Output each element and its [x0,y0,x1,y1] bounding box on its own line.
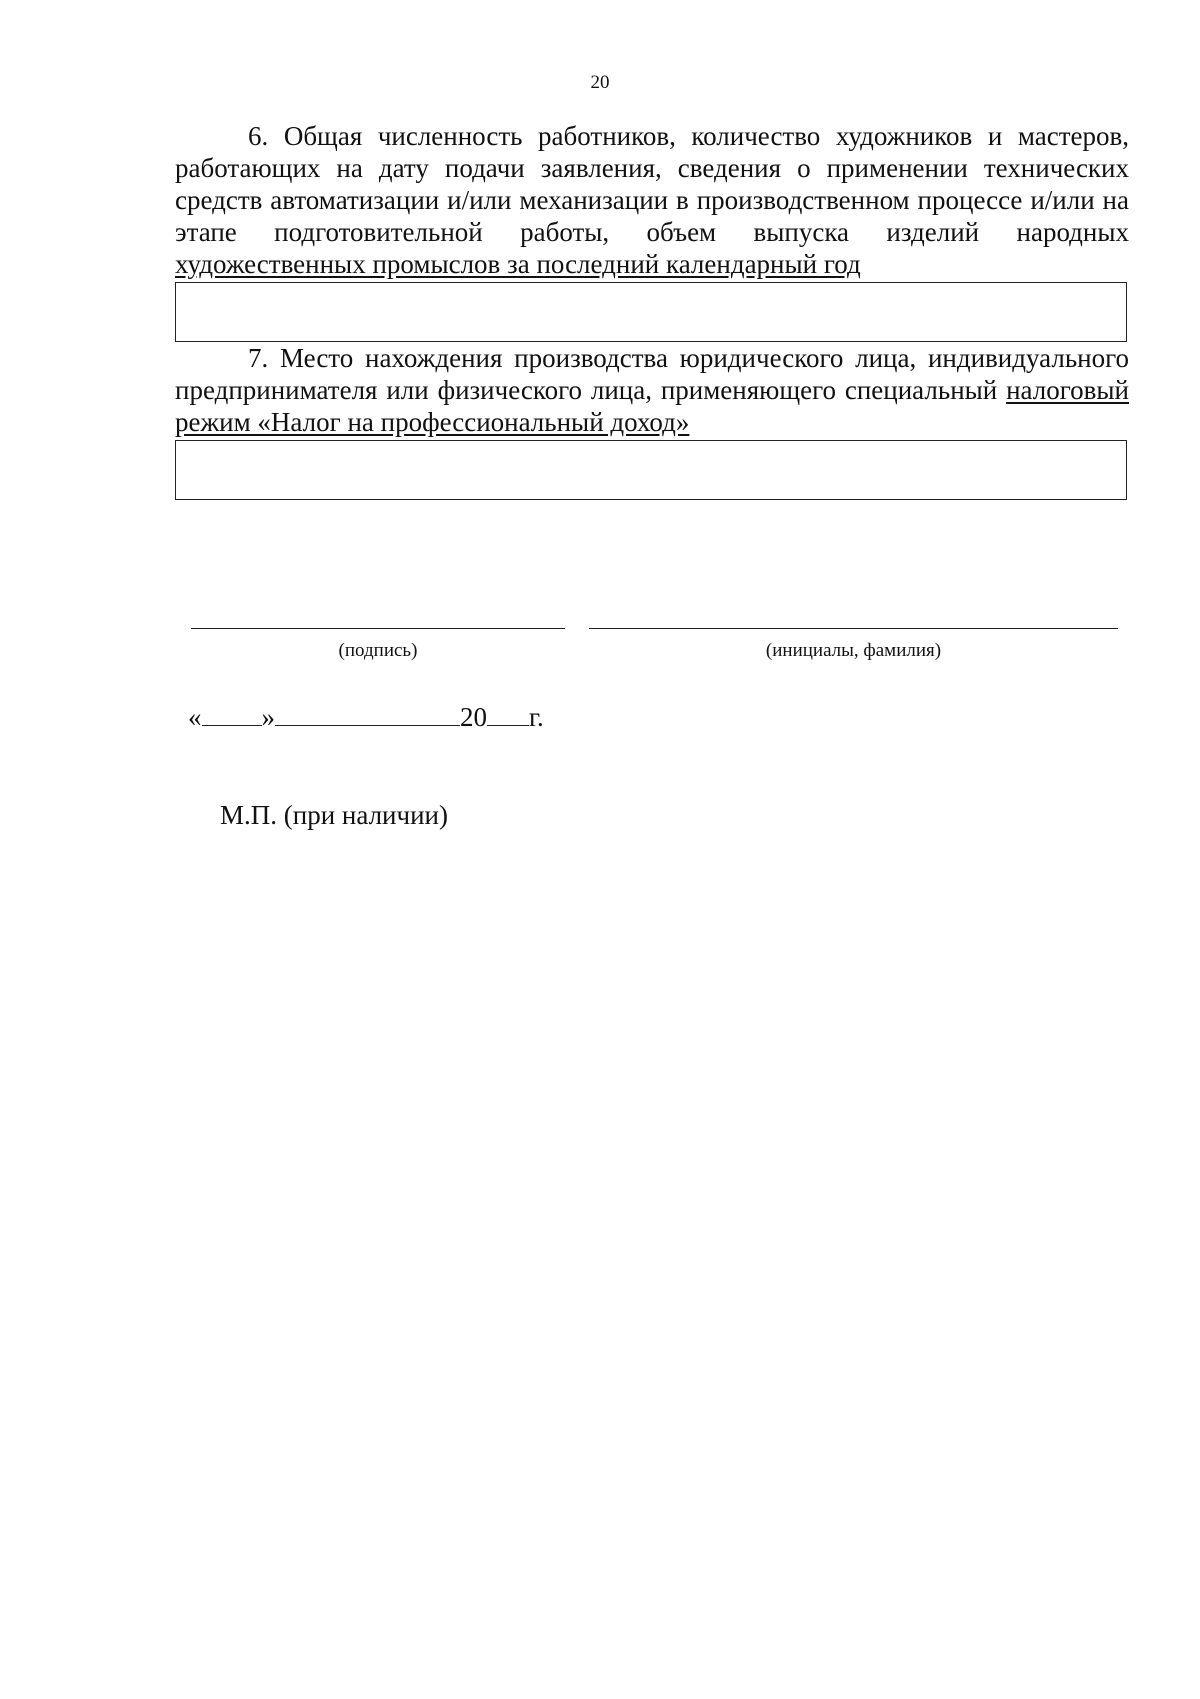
date-year-suffix: г. [529,702,544,732]
stamp-label: М.П. (при наличии) [220,800,448,830]
page-number: 20 [590,72,610,93]
section-7-text-main: 7. Место нахождения производства юридического лица, индивидуального предпринимателя или физического лица, применяющего специальный [175,343,1129,405]
section-7-text-underlined: налоговый режим «Налог на профессиональный доход» [175,375,1129,437]
name-caption: (инициалы, фамилия) [765,640,942,661]
section-7-location [175,342,1129,500]
date-row [188,702,544,733]
date-day-blank[interactable] [202,703,262,726]
section-6-text-underlined: художественных промыслов за последний календарный год [175,249,861,279]
section-6-employees [175,120,1129,342]
date-open-quote: « [188,702,202,732]
signature-caption: (подпись) [338,640,418,661]
date-year-blank[interactable] [487,703,529,726]
section-6-fill-box[interactable] [175,282,1127,342]
date-close-quote: » [261,702,275,732]
section-6-text [175,120,1129,280]
section-7-text [175,342,1129,438]
signature-line[interactable] [191,628,565,629]
name-line[interactable] [589,628,1118,629]
section-6-text-main: 6. Общая численность работников, количество художников и мастеров, работающих на дату подачи заявления, сведения о применении технических средств автоматизации и/или механизации в производственном процессе и/или на этапе подготовительной работы, объем выпуска изделий народных [175,121,1129,247]
date-month-blank[interactable] [275,703,460,726]
date-century: 20 [460,702,487,732]
section-7-fill-box[interactable] [175,440,1127,500]
